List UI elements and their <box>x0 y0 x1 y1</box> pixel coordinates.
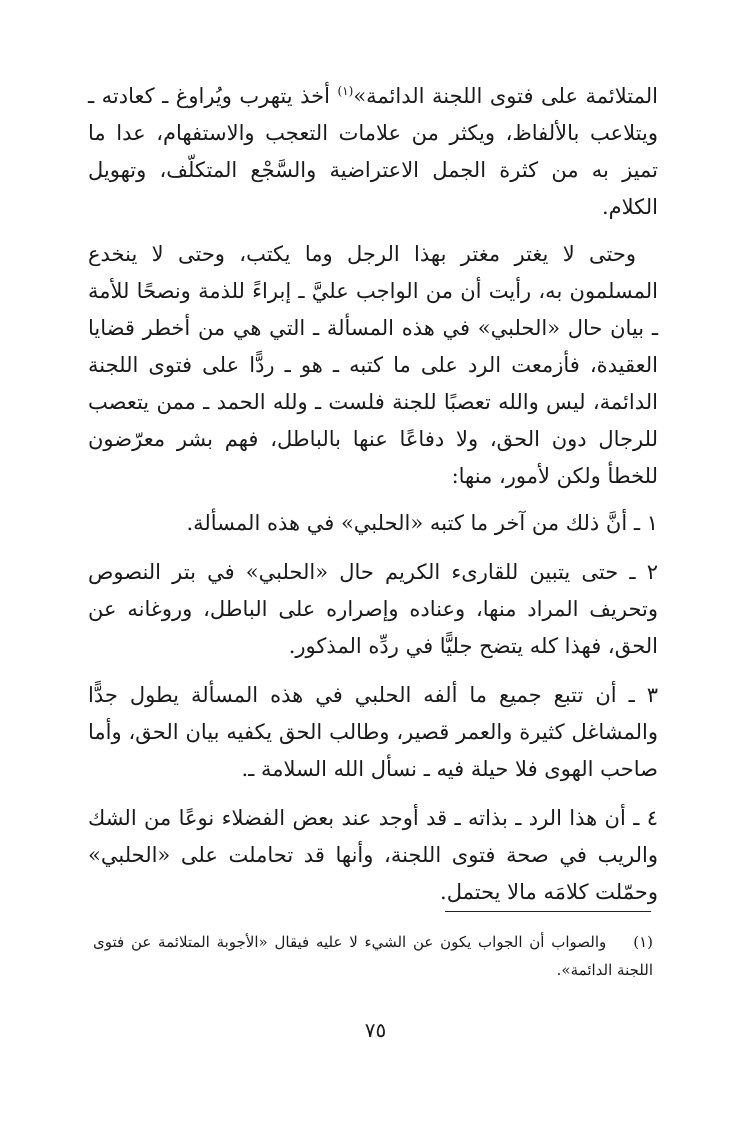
footnote-text: والصواب أن الجواب يكون عن الشيء لا عليه فيقال «الأجوبة المتلائمة عن فتوى اللجنة الدائمة». <box>93 933 653 979</box>
list-number: ٣ ـ <box>628 683 658 707</box>
list-number: ٤ ـ <box>633 806 658 830</box>
list-text: أنَّ ذلك من آخر ما كتبه «الحلبي» في هذه المسألة. <box>186 511 628 535</box>
page-number: ٧٥ <box>364 1018 387 1042</box>
footnote <box>93 928 653 984</box>
footnote-marker: (١) <box>633 933 653 951</box>
paragraph-1-text-b: أخذ يتهرب ويُراوغ ـ كعادته ـ ويتلاعب بالألفاظ، ويكثر من علامات التعجب والاستفهام، عدا ما تميز به من كثرة الجمل الاعتراضية والسَّجْع المتكلّف، وتهويل الكلام. <box>88 84 658 219</box>
paragraph-1 <box>88 78 658 226</box>
list-text: أن تتبع جميع ما ألفه الحلبي في هذه المسألة يطول جدًّا والمشاغل كثيرة والعمر قصير، وطالب الحق يكفيه بيان الحق، وأما صاحب الهوى فلا حيلة فيه ـ نسأل الله السلامة ـ. <box>88 683 658 781</box>
list-item-2 <box>88 554 658 665</box>
list-number: ١ ـ <box>633 511 658 535</box>
paragraph-1-text-a: المتلائمة على فتوى اللجنة الدائمة» <box>353 84 658 108</box>
list-number: ٢ ـ <box>629 560 658 584</box>
page-body <box>88 78 658 923</box>
footnote-reference: (١) <box>337 84 354 98</box>
footnote-divider <box>445 911 651 912</box>
list-item-4 <box>88 800 658 911</box>
list-text: أن هذا الرد ـ بذاته ـ قد أوجد عند بعض الفضلاء نوعًا من الشك والريب في صحة فتوى اللجنة، وأنها قد تحاملت على «الحلبي» وحمّلت كلامَه مالا يحتمل. <box>88 806 658 904</box>
paragraph-2: وحتى لا يغتر مغتر بهذا الرجل وما يكتب، وحتى لا ينخدع المسلمون به، رأيت أن من الواجب عليَّ ـ إبراءً للذمة ونصحًا للأمة ـ بيان حال «الحلبي» في هذه المسألة ـ التي هي من أخطر قضايا العقيدة، فأزمعت الرد على ما كتبه ـ هو ـ ردًّا على فتوى اللجنة الدائمة، ليس والله تعصبًا للجنة فلست ـ ولله الحمد ـ ممن يتعصب للرجال دون الحق، ولا دفاعًا عنها بالباطل، فهم بشر معرّضون للخطأ ولكن لأمور، منها: <box>88 242 658 488</box>
list-item-3 <box>88 677 658 788</box>
list-item-1 <box>88 505 658 542</box>
list-text: حتى يتبين للقارىء الكريم حال «الحلبي» في بتر النصوص وتحريف المراد منها، وعناده وإصراره على الباطل، وروغانه عن الحق، فهذا كله يتضح جليًّا في ردِّه المذكور. <box>88 560 658 658</box>
